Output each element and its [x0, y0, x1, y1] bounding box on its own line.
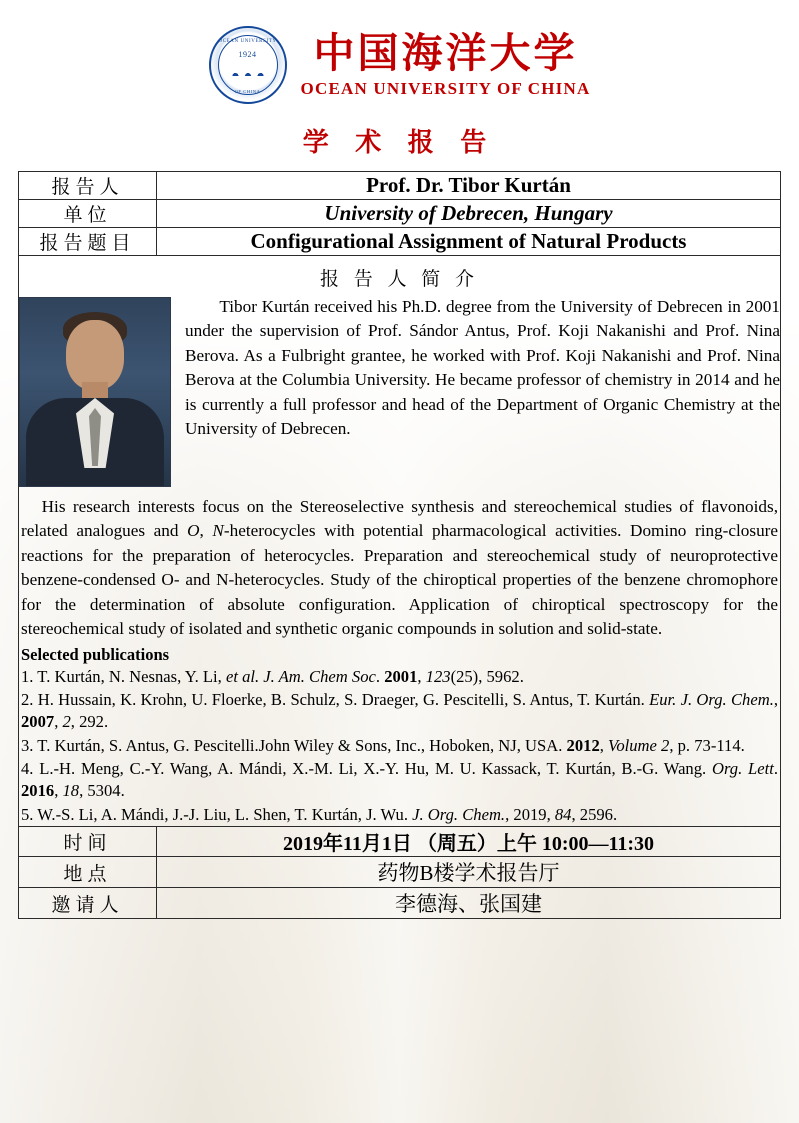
topic-value: Configurational Assignment of Natural Products: [157, 228, 781, 256]
publication-item: 1. T. Kurtán, N. Nesnas, Y. Li, et al. J. Am. Chem Soc. 2001, 123(25), 5962.: [21, 666, 524, 686]
table-row-topic: [19, 228, 781, 256]
university-name-en: OCEAN UNIVERSITY OF CHINA: [300, 79, 591, 99]
portrait-face: [66, 320, 124, 390]
bio-heading: 报 告 人 简 介: [319, 269, 479, 290]
bio-paragraph-1: Tibor Kurtán received his Ph.D. degree from the University of Debrecen in 2001 under the supervision of Prof. Sándor Antus, Prof. Koji Nakanishi and Prof. Nina Berova. As a Fulbright grantee, he worked with Prof. Koji Nakanishi and Prof. Nina Berova at the Columbia University. He became professor of chemistry in 2014 and he is currently a full professor and head of the Department of Organic Chemistry at the University of Debrecen.: [185, 297, 780, 439]
logo-arc-top-text: OCEAN UNIVERSITY: [218, 39, 277, 44]
speaker-value: Prof. Dr. Tibor Kurtán: [157, 172, 781, 200]
host-label: 邀请人: [19, 888, 157, 919]
speaker-portrait: [19, 297, 171, 487]
host-value: 李德海、张国建: [157, 888, 781, 919]
topic-label: 报告题目: [19, 228, 157, 256]
poster-table: [18, 171, 781, 919]
affiliation-value: University of Debrecen, Hungary: [157, 200, 781, 228]
table-row-bio: [19, 256, 781, 827]
place-value: 药物B楼学术报告厅: [157, 857, 781, 888]
bio-cell: [19, 256, 781, 827]
table-row-place: [19, 857, 781, 888]
poster-header: [18, 0, 781, 104]
university-name-cn: 中国海洋大学: [313, 29, 578, 76]
place-label: 地点: [19, 857, 157, 888]
time-value: 2019年11月1日 （周五）上午 10:00—11:30: [157, 827, 781, 857]
publication-item: 4. L.-H. Meng, C.-Y. Wang, A. Mándi, X.-M. Li, X.-Y. Hu, M. U. Kassack, T. Kurtán, B.-G. Wang. Org. Lett. 2016, 18, 5304.: [21, 759, 778, 801]
affiliation-label: 单位: [19, 200, 157, 228]
publication-item: 5. W.-S. Li, A. Mándi, J.-J. Liu, L. Shen, T. Kurtán, J. Wu. J. Org. Chem., 2019, 84, 2596.: [21, 804, 618, 824]
ouc-logo-icon: [209, 26, 287, 104]
speaker-label: 报告人: [19, 172, 157, 200]
logo-arc-bottom-text: OF CHINA: [234, 89, 261, 94]
university-name-block: [301, 31, 591, 99]
bio-paragraph-2: His research interests focus on the Stereoselective synthesis and stereochemical studies of flavonoids, related analogues and O, N-heterocycles with potential pharmacological activities. Domino ring-closure reactions for the preparation of heterocycles. Preparation and stereochemical study of neuroprotective benzene-condensed O- and N-heterocycles. Study of the chiroptical properties of the benzene chromophore for the determination of absolute configuration. Application of chiroptical spectroscopy for the stereochemical study of isolated and synthetic organic compounds in solution and solid-state.: [21, 497, 779, 639]
logo-wave-icon: [227, 62, 269, 76]
publications-list: [19, 665, 780, 827]
page-title: 学 术 报 告: [302, 128, 497, 157]
table-row-time: [19, 827, 781, 857]
time-label: 时间: [19, 827, 157, 857]
bio-flow: [19, 295, 780, 493]
logo-year-text: 1924: [238, 50, 257, 59]
table-row-affiliation: [19, 200, 781, 228]
table-row-host: [19, 888, 781, 919]
publication-item: 3. T. Kurtán, S. Antus, G. Pescitelli.John Wiley & Sons, Inc., Hoboken, NJ, USA. 2012, Volume 2, p. 73-114.: [21, 735, 745, 755]
publications-heading: Selected publications: [21, 644, 170, 664]
table-row-speaker: [19, 172, 781, 200]
publication-item: 2. H. Hussain, K. Krohn, U. Floerke, B. Schulz, S. Draeger, G. Pescitelli, S. Antus, T. Kurtán. Eur. J. Org. Chem., 2007, 2, 292.: [21, 689, 778, 732]
